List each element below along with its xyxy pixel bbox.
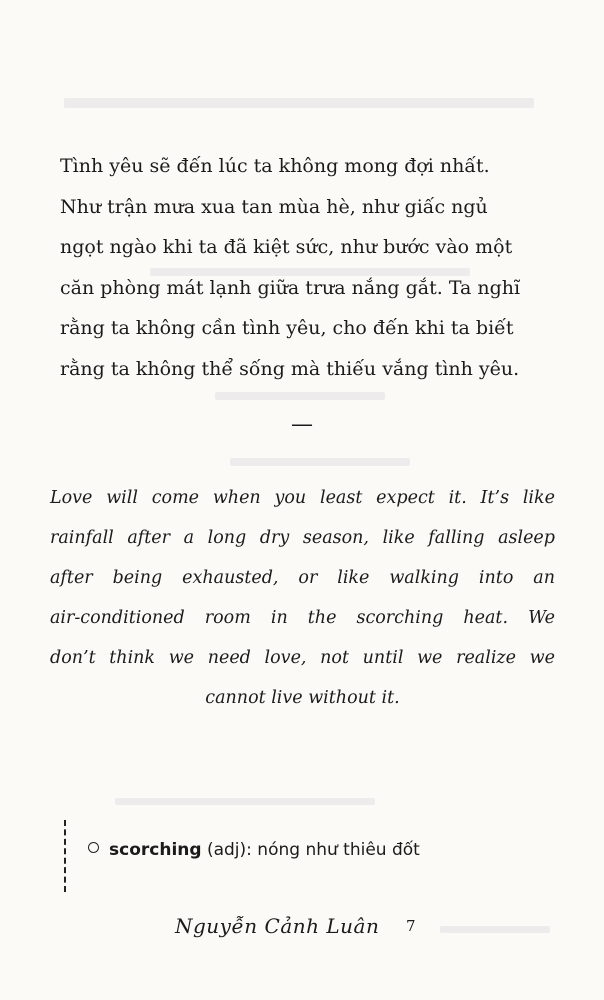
show-through-mark [215,392,385,400]
show-through-mark [230,458,410,466]
section-separator: — [291,412,313,437]
vocabulary-entry [88,840,420,860]
page-number: 7 [406,917,416,935]
author-signature: Nguyễn Cảnh Luân [175,914,380,938]
english-line: rainfall after a long dry season, like falling asleep [50,528,555,548]
circle-bullet-icon [88,842,99,853]
english-line: cannot live without it. [205,688,400,708]
vietnamese-line: ngọt ngào khi ta đã kiệt sức, như bước vào một [60,236,513,258]
vietnamese-line: Tình yêu sẽ đến lúc ta không mong đợi nhất. [60,155,490,177]
vietnamese-line: căn phòng mát lạnh giữa trưa nắng gắt. Ta nghĩ [60,276,521,299]
vietnamese-line: rằng ta không cần tình yêu, cho đến khi ta biết [60,317,514,339]
vocabulary-meaning: nóng như thiêu đốt [257,840,420,860]
show-through-mark [440,926,550,933]
english-paragraph [50,478,555,718]
show-through-mark [115,798,375,805]
vocabulary-term: scorching [109,840,202,860]
vietnamese-paragraph [60,146,545,389]
english-line: don’t think we need love, not until we realize we [50,648,555,668]
vietnamese-line: Như trận mưa xua tan mùa hè, như giấc ngủ [60,195,488,218]
english-line: air-conditioned room in the scorching heat. We [50,608,555,628]
show-through-mark [64,98,534,108]
english-line: Love will come when you least expect it. It’s like [50,488,555,508]
english-line: after being exhausted, or like walking into an [50,568,555,588]
vocabulary-pos: (adj): [206,840,252,860]
vocabulary-note [64,820,496,892]
vietnamese-line: rằng ta không thể sống mà thiếu vắng tình yêu. [60,357,520,380]
